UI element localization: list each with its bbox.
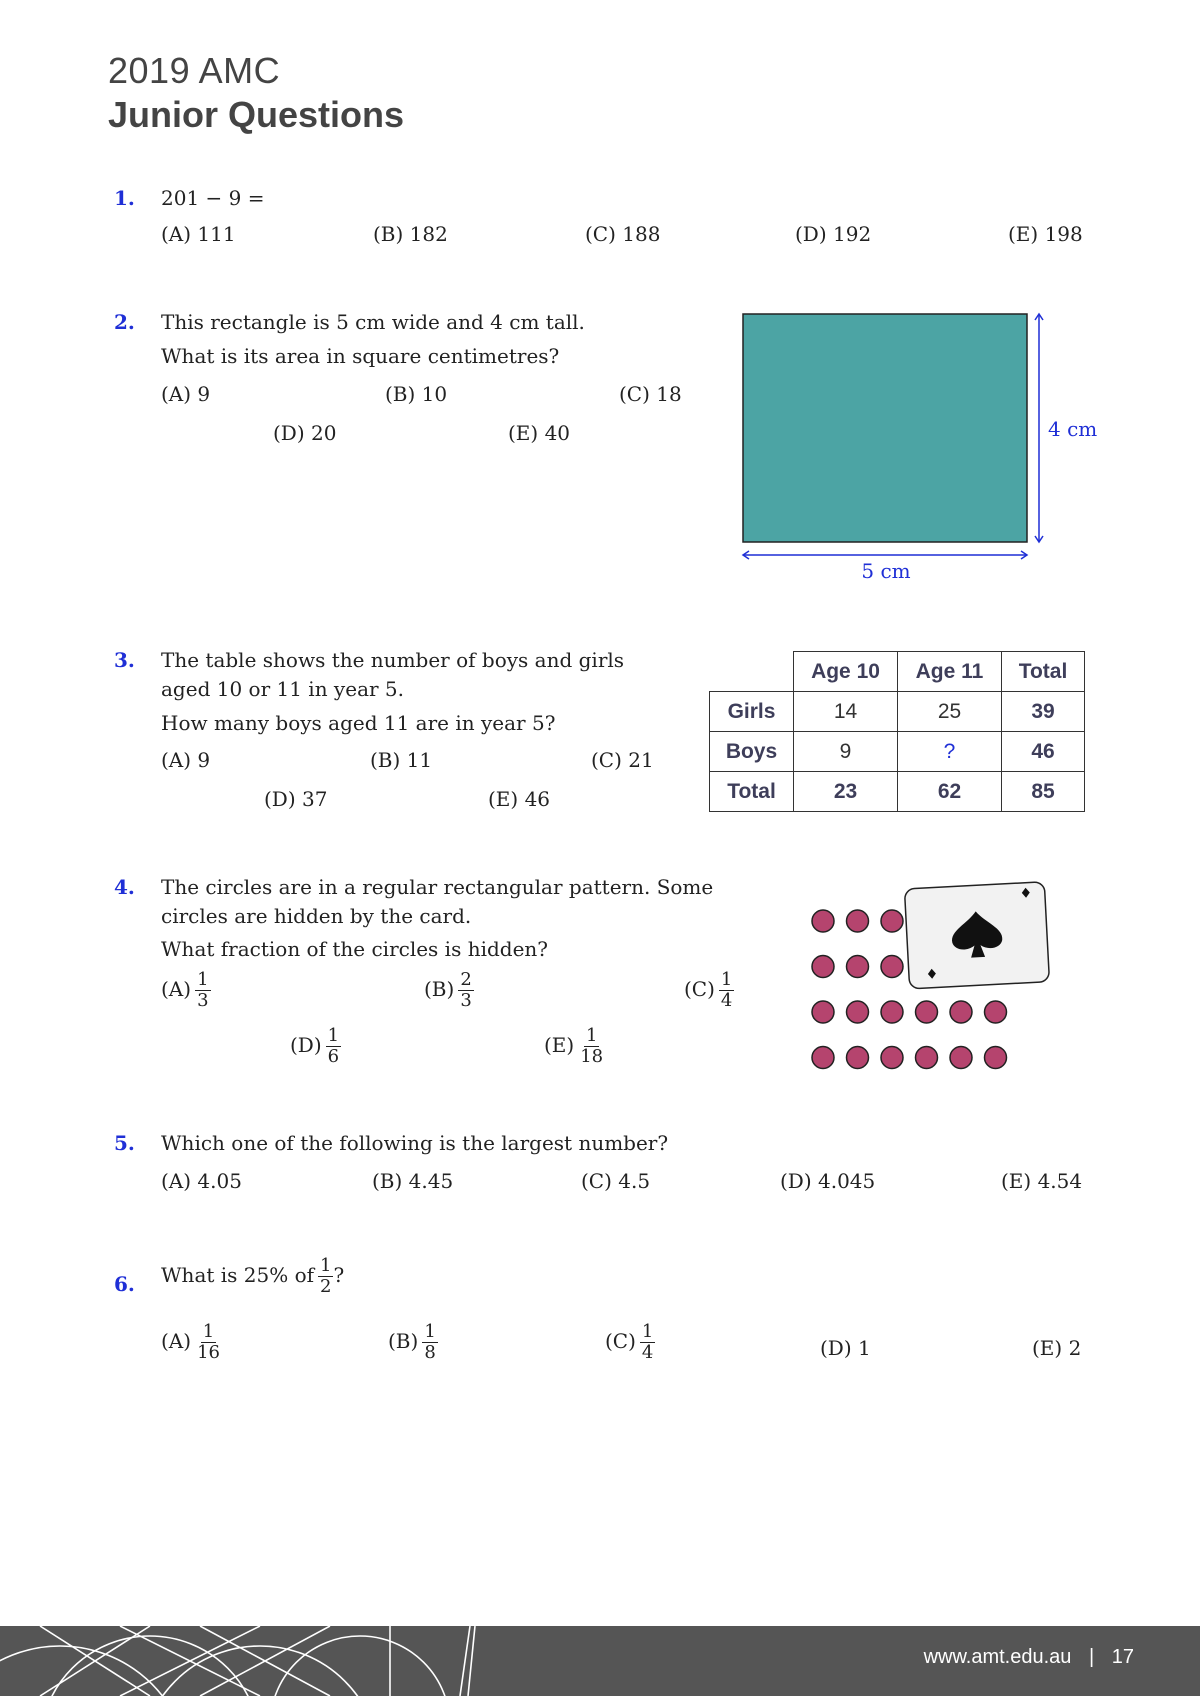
q3-option-e: (E) 46 — [488, 787, 551, 811]
q3-option-c: (C) 21 — [591, 748, 654, 772]
rectangle-figure — [730, 300, 1110, 600]
q4-line1: The circles are in a regular rectangular pattern. Some — [161, 875, 714, 899]
deco-circle — [270, 1636, 450, 1696]
circle — [847, 956, 869, 978]
q5-text: Which one of the following is the largest number? — [161, 1131, 669, 1155]
q6-option-d: (D) 1 — [820, 1336, 871, 1360]
circle — [881, 1047, 903, 1069]
circle — [950, 1001, 972, 1023]
q5-option-a: (A) 4.05 — [161, 1169, 242, 1193]
table-row — [710, 772, 1085, 812]
q3-option-a: (A) 9 — [161, 748, 211, 772]
row-label: Girls — [710, 692, 794, 732]
table-row — [710, 692, 1085, 732]
circle — [812, 956, 834, 978]
playing-card — [904, 882, 1049, 989]
circle — [985, 1047, 1007, 1069]
circle — [881, 1001, 903, 1023]
q6-text: What is 25% of $\frac{1}{2}$ ? — [161, 1255, 345, 1297]
q6-option-e: (E) 2 — [1032, 1336, 1082, 1360]
circle — [916, 1001, 938, 1023]
table-cell: 23 — [794, 772, 898, 812]
q5-number: 5. — [114, 1131, 135, 1155]
q1-option-b: (B) 182 — [373, 222, 448, 246]
q3-line1: The table shows the number of boys and girls — [161, 648, 625, 672]
footer-url[interactable]: www.amt.edu.au — [923, 1646, 1072, 1668]
table-cell: 46 — [1002, 732, 1085, 772]
footer-decoration — [0, 1626, 480, 1696]
q6-number: 6. — [114, 1272, 135, 1296]
deco-circle — [0, 1646, 190, 1696]
q6-option-a: (A) $\frac{1}{16}$ — [161, 1321, 220, 1363]
table-header-row — [710, 652, 1085, 692]
q6-option-b: (B) $\frac{1}{8}$ — [388, 1321, 436, 1363]
table-cell: 85 — [1002, 772, 1085, 812]
header-year: 2019 AMC — [108, 50, 281, 91]
q2-option-a: (A) 9 — [161, 382, 211, 406]
circle — [881, 956, 903, 978]
q3-line3: How many boys aged 11 are in year 5? — [161, 711, 556, 735]
q1-option-c: (C) 188 — [585, 222, 661, 246]
page-number: 17 — [1111, 1646, 1134, 1668]
q3-number: 3. — [114, 648, 135, 672]
row-label: Boys — [710, 732, 794, 772]
table-header: Age 10 — [794, 652, 898, 692]
q6-option-c: (C) $\frac{1}{4}$ — [605, 1321, 654, 1363]
q3-option-b: (B) 11 — [370, 748, 433, 772]
circle — [985, 1001, 1007, 1023]
table-corner — [710, 652, 794, 692]
q4-option-d: (D) $\frac{1}{6}$ — [290, 1025, 340, 1067]
table-cell: 14 — [794, 692, 898, 732]
q4-option-c: (C) $\frac{1}{4}$ — [684, 969, 733, 1011]
q3-option-d: (D) 37 — [264, 787, 328, 811]
q4-option-b: (B) $\frac{2}{3}$ — [424, 969, 472, 1011]
q5-option-e: (E) 4.54 — [1001, 1169, 1083, 1193]
circle — [812, 1047, 834, 1069]
q1-number: 1. — [114, 186, 135, 210]
q2-number: 2. — [114, 310, 135, 334]
footer-separator: | — [1088, 1646, 1095, 1668]
table-cell: 25 — [898, 692, 1002, 732]
q1-option-a: (A) 111 — [161, 222, 236, 246]
deco-circle — [40, 1636, 260, 1696]
circle — [812, 910, 834, 932]
circles-card-figure — [800, 875, 1070, 1080]
q5-option-d: (D) 4.045 — [780, 1169, 876, 1193]
q2-option-e: (E) 40 — [508, 421, 571, 445]
q5-option-c: (C) 4.5 — [581, 1169, 651, 1193]
teal-rectangle — [743, 314, 1027, 542]
width-label: 5 cm — [861, 559, 911, 583]
circle — [847, 1047, 869, 1069]
table-cell: 62 — [898, 772, 1002, 812]
table-cell-unknown: ? — [898, 732, 1002, 772]
footer-text — [924, 1646, 1134, 1669]
table-cell: 9 — [794, 732, 898, 772]
height-label: 4 cm — [1048, 417, 1098, 441]
circle — [812, 1001, 834, 1023]
q5-option-b: (B) 4.45 — [372, 1169, 454, 1193]
q1-option-d: (D) 192 — [795, 222, 872, 246]
q2-line1: This rectangle is 5 cm wide and 4 cm tall. — [161, 310, 585, 334]
table-cell: 39 — [1002, 692, 1085, 732]
q4-line3: What fraction of the circles is hidden? — [161, 937, 549, 961]
q2-option-b: (B) 10 — [385, 382, 448, 406]
q1-option-e: (E) 198 — [1008, 222, 1083, 246]
q4-option-e: (E) $\frac{1}{18}$ — [544, 1025, 604, 1067]
q2-option-c: (C) 18 — [619, 382, 682, 406]
q3-line2: aged 10 or 11 in year 5. — [161, 677, 404, 701]
circle — [916, 1047, 938, 1069]
q4-option-a: (A) $\frac{1}{3}$ — [161, 969, 209, 1011]
q4-line2: circles are hidden by the card. — [161, 904, 472, 928]
circle — [881, 910, 903, 932]
q4-number: 4. — [114, 875, 135, 899]
q1-text: 201 − 9 = — [161, 186, 265, 210]
q2-line2: What is its area in square centimetres? — [161, 344, 560, 368]
circle — [847, 1001, 869, 1023]
age-table — [709, 651, 1085, 812]
table-row — [710, 732, 1085, 772]
table-header: Total — [1002, 652, 1085, 692]
circle — [950, 1047, 972, 1069]
q2-option-d: (D) 20 — [273, 421, 337, 445]
table-header: Age 11 — [898, 652, 1002, 692]
circle — [847, 910, 869, 932]
row-label: Total — [710, 772, 794, 812]
page-title: Junior Questions — [108, 94, 405, 135]
